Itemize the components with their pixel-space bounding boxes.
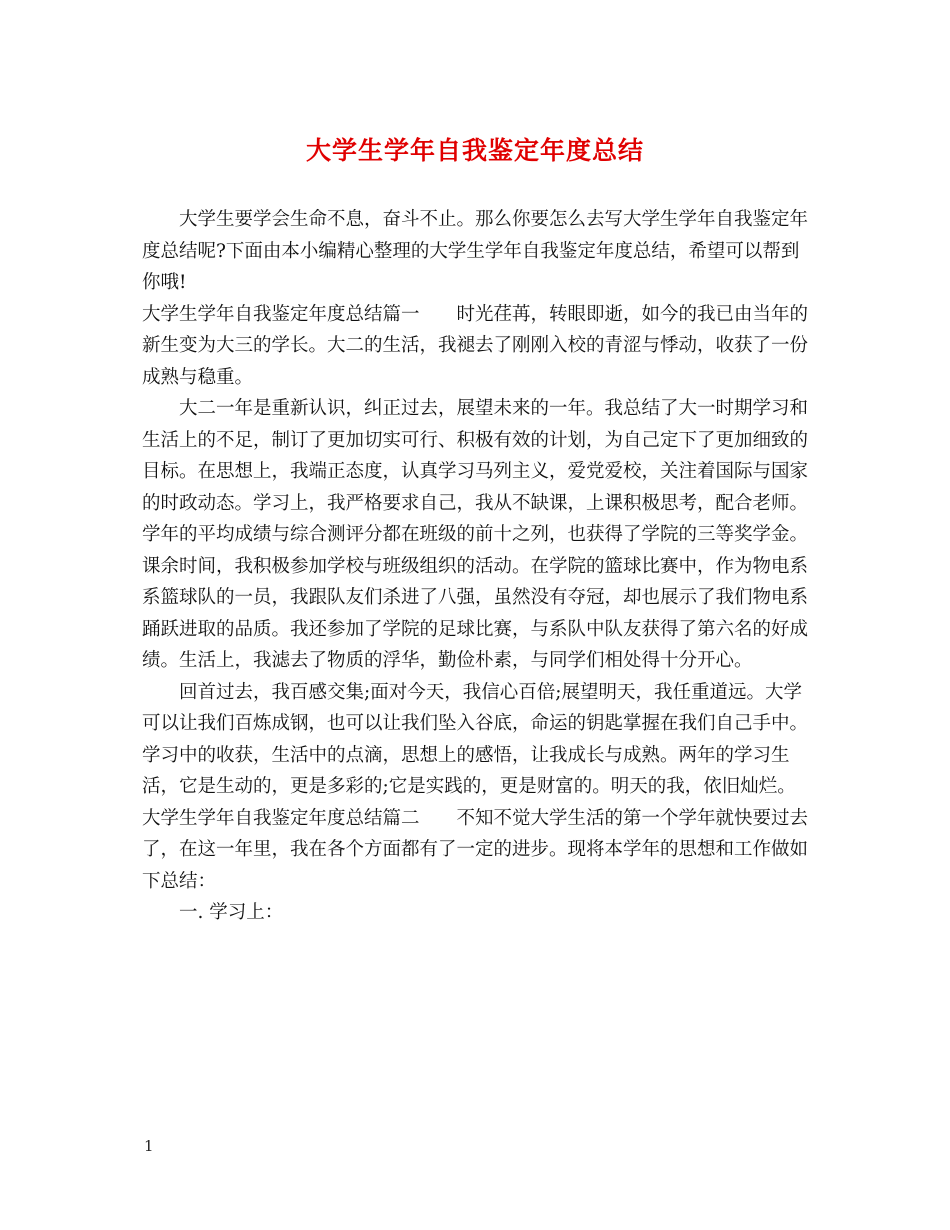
study-heading: 一. 学习上： bbox=[179, 902, 284, 923]
page-number: 1 bbox=[144, 1137, 154, 1155]
section-two-paragraph: 大学生学年自我鉴定年度总结篇二 不知不觉大学生活的第一个学年就快要过去了，在这一年里，我在各个方面都有了一定的进步。现将本学年的思想和工作做如下总结： bbox=[142, 807, 809, 892]
intro-paragraph: 大学生要学会生命不息，奋斗不止。那么你要怎么去写大学生学年自我鉴定年度总结呢?下面由本小编精心整理的大学生学年自我鉴定年度总结，希望可以帮到你哦! bbox=[142, 209, 809, 293]
reflection-paragraph: 回首过去，我百感交集;面对今天，我信心百倍;展望明天，我任重道远。大学可以让我们百炼成钢，也可以让我们坠入谷底，命运的钥匙掌握在我们自己手中。学习中的收获，生活中的点滴，思想上的感悟，让我成长与成熟。两年的学习生活，它是生动的，更是多彩的;它是实践的，更是财富的。明天的我，依旧灿烂。 bbox=[142, 681, 809, 797]
section-one-paragraph: 大学生学年自我鉴定年度总结篇一 时光荏苒，转眼即逝，如今的我已由当年的新生变为大三的学长。大二的生活，我褪去了刚刚入校的青涩与悸动，收获了一份成熟与稳重。 bbox=[142, 303, 809, 388]
document-body bbox=[142, 204, 810, 929]
document-title: 大学生学年自我鉴定年度总结 bbox=[305, 136, 644, 165]
sophomore-year-paragraph: 大二一年是重新认识，纠正过去，展望未来的一年。我总结了大一时期学习和生活上的不足，制订了更加切实可行、积极有效的计划，为自己定下了更加细致的目标。在思想上，我端正态度，认真学习马列主义，爱党爱校，关注着国际与国家的时政动态。学习上，我严格要求自己，我从不缺课，上课积极思考，配合老师。学年的平均成绩与综合测评分都在班级的前十之列，也获得了学院的三等奖学金。课余时间，我积极参加学校与班级组织的活动。在学院的篮球比赛中，作为物电系系篮球队的一员，我跟队友们杀进了八强，虽然没有夺冠，却也展示了我们物电系踊跃进取的品质。我还参加了学院的足球比赛，与系队中队友获得了第六名的好成绩。生活上，我滤去了物质的浮华，勤俭朴素，与同学们相处得十分开心。 bbox=[142, 398, 809, 671]
